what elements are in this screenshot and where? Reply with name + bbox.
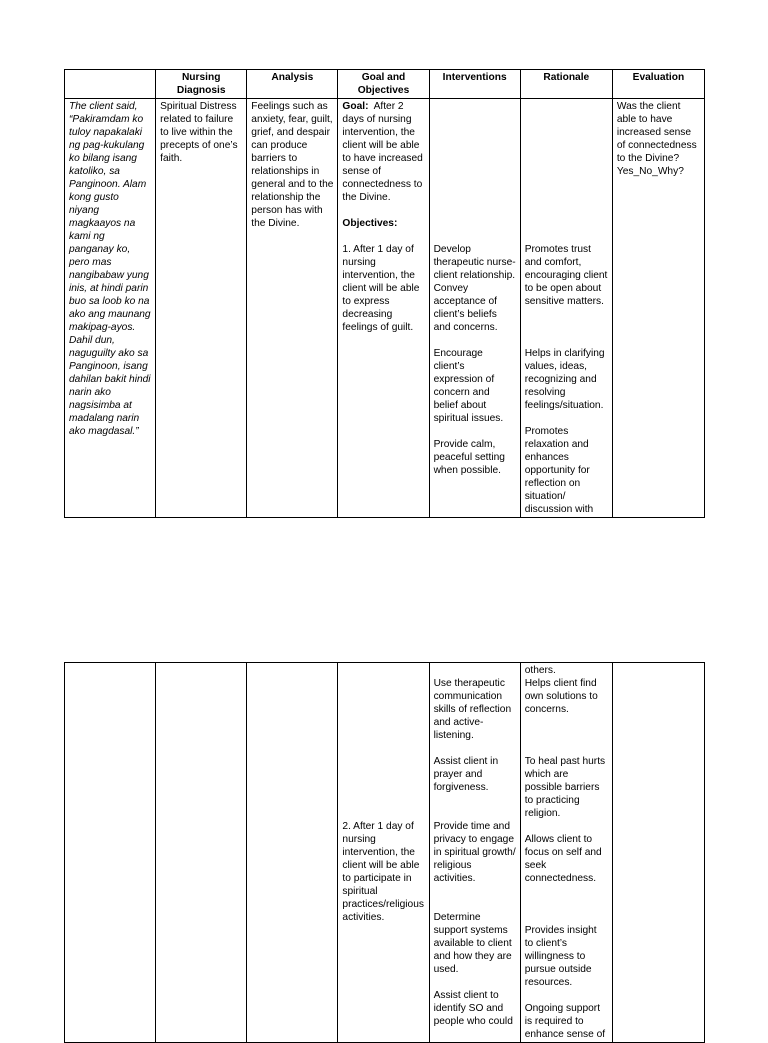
header-goal-objectives: Goal and Objectives [338,70,429,99]
analysis-cell [247,663,338,1043]
diagnosis-cell [156,99,247,518]
rationale-item: To heal past hurts which are possible barriers to practicing religion. [524,756,606,819]
header-nursing-diagnosis: Nursing Diagnosis [156,70,247,99]
evaluation-cell [612,99,704,518]
intervention-item: Assist client to identify SO and people who could [433,990,513,1027]
rationale-item: Ongoing support is required to enhance sense of [524,1003,606,1040]
cue-cell [65,99,156,518]
intervention-item: Encourage client’s expression of concern and belief about spiritual issues. [433,348,504,424]
care-plan-table-page1 [64,69,705,518]
intervention-item: Develop therapeutic nurse-client relationship. Convey acceptance of client’s beliefs and concerns. [433,244,516,333]
goal-label: Goal: [342,101,369,112]
interventions-cell [429,99,520,518]
table-header-row [65,70,705,99]
header-cues [65,70,156,99]
rationale-item: Provides insight to client’s willingness to pursue outside resources. [524,925,597,988]
objective-2: 2. After 1 day of nursing intervention, the client will be able to participate in spiritual practices/religious activities. [342,821,424,923]
rationale-continued: others. [524,665,556,676]
goal-cell [338,663,429,1043]
header-rationale: Rationale [520,70,612,99]
rationale-item: Helps in clarifying values, ideas, recognizing and resolving feelings/situation. [524,348,605,411]
nursing-diagnosis-text: Spiritual Distress related to failure to live within the precepts of one’s faith. [160,101,238,164]
rationale-item: Allows client to focus on self and seek connectedness. [524,834,602,884]
intervention-item: Determine support systems available to client and how they are used. [433,912,512,975]
rationale-item: Promotes relaxation and enhances opportunity for reflection on situation/ discussion with [524,426,594,515]
objective-1: 1. After 1 day of nursing intervention, the client will be able to express decreasing feelings of guilt. [342,244,420,333]
client-quote: The client said, “Pakiramdam ko tuloy napakalaki ng pag-kukulang ko bilang isang katoliko, sa Panginoon. Alam kong gusto niyang magkaayos na kami ng panganay ko, pero mas nangibabaw yung inis, at hindi parin buo sa loob ko na ako ang maunang makipag-ayos. Dahil dun, naguguilty ako sa Panginoon, isang dahilan bakit hindi narin ako nagsisimba at madalang narin ako magdasal.” [69,101,151,437]
header-interventions: Interventions [429,70,520,99]
rationale-cell [520,99,612,518]
goal-text: After 2 days of nursing intervention, the client will be able to have increased sense of connectedness to the Divine. [342,101,423,203]
interventions-cell [429,663,520,1043]
header-evaluation: Evaluation [612,70,704,99]
evaluation-cell [612,663,704,1043]
rationale-item: Helps client find own solutions to concerns. [524,678,598,715]
evaluation-text: Was the client able to have increased sense of connectedness to the Divine? Yes_No_Why? [616,101,697,177]
intervention-item: Provide time and privacy to engage in spiritual growth/ religious activities. [433,821,516,884]
table-row [65,663,705,1043]
analysis-text: Feelings such as anxiety, fear, guilt, grief, and despair can produce barriers to relationships in general and to the relationship the person has with the Divine. [251,101,334,229]
objectives-label: Objectives: [342,218,398,229]
table-row [65,99,705,518]
cue-cell [65,663,156,1043]
intervention-item: Provide calm, peaceful setting when possible. [433,439,505,476]
rationale-item: Promotes trust and comfort, encouraging client to be open about sensitive matters. [524,244,608,307]
intervention-item: Assist client in prayer and forgiveness. [433,756,499,793]
intervention-item: Use therapeutic communication skills of reflection and active-listening. [433,678,512,741]
rationale-cell [520,663,612,1043]
analysis-cell [247,99,338,518]
header-analysis: Analysis [247,70,338,99]
care-plan-table-page2 [64,662,705,1043]
goal-cell [338,99,429,518]
diagnosis-cell [156,663,247,1043]
